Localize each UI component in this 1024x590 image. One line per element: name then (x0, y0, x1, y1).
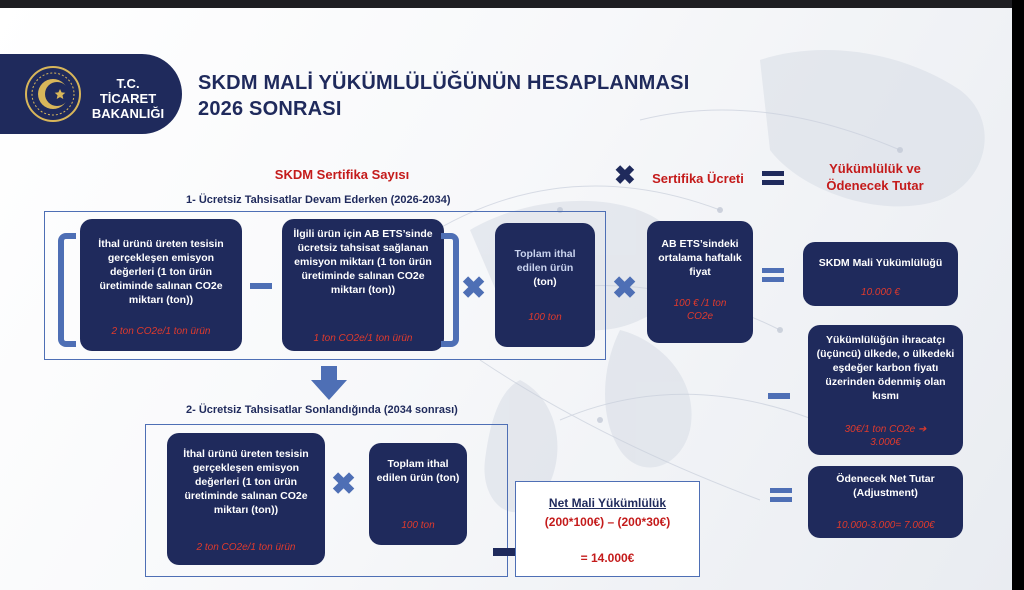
header-sertifika-sayisi: SKDM Sertifika Sayısı (274, 167, 410, 182)
card-ucretsiz-tahsisat (282, 219, 444, 351)
card-net-tutar-text-2: (Adjustment) (853, 487, 918, 499)
multiply-icon: ✖ (461, 272, 487, 305)
net-mali-yukumluluk-box (515, 481, 700, 577)
ministry-seal-icon (24, 65, 82, 123)
card-odenmis-value-1: 30€/1 ton CO2e ➔ (844, 424, 927, 435)
card-toplam-text-2: Toplam ithal edilen ürün (ton) (376, 458, 460, 484)
multiply-icon: ✖ (614, 160, 636, 190)
card-toplam-ithal-2 (369, 443, 467, 545)
card-toplam-ithal-1 (495, 223, 595, 347)
card-mali-value: 10.000 € (861, 287, 900, 298)
minus-icon (768, 393, 790, 399)
card-toplam-unit-1: (ton) (533, 276, 557, 288)
multiply-icon: ✖ (331, 468, 357, 501)
card-ets-fiyat-value: 100 € /1 ton CO2e (673, 298, 727, 322)
card-emisyon-text-1: İthal ürünü üreten tesisin gerçekleşen emisyon değerleri (1 ton ürün üretiminde salınan CO2e miktarı (ton)) (98, 238, 224, 306)
net-formula: (200*100€) – (200*30€) (544, 515, 671, 529)
section-2-heading: 2- Ücretsiz Tahsisatlar Sonlandığında (2034 sonrası) (186, 404, 458, 416)
title-line-1: SKDM MALİ YÜKÜMLÜLÜĞÜNÜN HESAPLANMASI (198, 72, 690, 94)
logo-line-1: T.C. TİCARET (99, 76, 157, 106)
header-sertifika-ucreti: Sertifika Ücreti (652, 171, 744, 186)
equals-icon (762, 171, 784, 185)
ministry-logo-banner (0, 54, 182, 134)
net-title: Net Mali Yükümlülük (548, 496, 667, 510)
card-ucretsiz-value: 1 ton CO2e/1 ton ürün (313, 333, 413, 344)
section-1-heading: 1- Ücretsiz Tahsisatlar Devam Ederken (2026-2034) (186, 194, 451, 206)
card-emisyon-value-1: 2 ton CO2e/1 ton ürün (111, 326, 211, 337)
right-bracket (441, 233, 459, 347)
logo-line-2: BAKANLIĞI (91, 106, 165, 121)
card-odenmis-kisim (808, 325, 963, 455)
card-skdm-mali-yukumluluk (803, 242, 958, 306)
card-odenecek-net-tutar (808, 466, 963, 538)
card-ets-fiyat (647, 221, 753, 343)
minus-icon (250, 283, 272, 289)
card-emisyon-degerleri-1 (80, 219, 242, 351)
header-yukumluluk (805, 160, 945, 194)
header-yukumluluk-line-2: Ödenecek Tutar (826, 178, 924, 193)
card-net-tutar-text-1: Ödenecek Net Tutar (836, 473, 935, 485)
card-odenmis-value-2: 3.000€ (870, 437, 901, 448)
page-title (198, 70, 689, 122)
card-emisyon-degerleri-2 (167, 433, 325, 565)
card-ucretsiz-text: İlgili ürün için AB ETS’sinde ücretsiz tahsisat sağlanan emisyon miktarı (1 ton ürün üretiminde salınan CO2e miktarı (ton)) (293, 228, 433, 296)
header-yukumluluk-line-1: Yükümlülük ve (829, 161, 921, 176)
down-arrow-icon (311, 366, 347, 400)
card-toplam-value-2: 100 ton (401, 520, 435, 531)
equals-icon (762, 268, 784, 282)
card-toplam-text-1: Toplam ithal edilen ürün (514, 248, 576, 274)
card-ets-fiyat-text: AB ETS’sindeki ortalama haftalık fiyat (658, 238, 742, 278)
title-line-2: 2026 SONRASI (198, 98, 342, 120)
window-right-strip (1012, 0, 1024, 590)
equals-icon (770, 488, 792, 502)
multiply-icon: ✖ (612, 272, 638, 305)
card-odenmis-text: Yükümlülüğün ihracatçı (üçüncü) ülkede, o ülkedeki eşdeğer karbon fiyatı üzerinden ödenmiş olan kısmı (816, 334, 955, 402)
left-bracket (58, 233, 76, 347)
logo-text (88, 76, 168, 121)
card-mali-text: SKDM Mali Yükümlülüğü (818, 257, 943, 269)
card-emisyon-text-2: İthal ürünü üreten tesisin gerçekleşen emisyon değerleri (1 ton ürün üretiminde salınan CO2e miktarı (ton)) (183, 448, 309, 516)
card-net-tutar-value: 10.000-3.000= 7.000€ (836, 520, 935, 531)
card-emisyon-value-2: 2 ton CO2e/1 ton ürün (196, 542, 296, 553)
net-result: = 14.000€ (580, 551, 635, 565)
card-toplam-value-1: 100 ton (528, 312, 562, 323)
